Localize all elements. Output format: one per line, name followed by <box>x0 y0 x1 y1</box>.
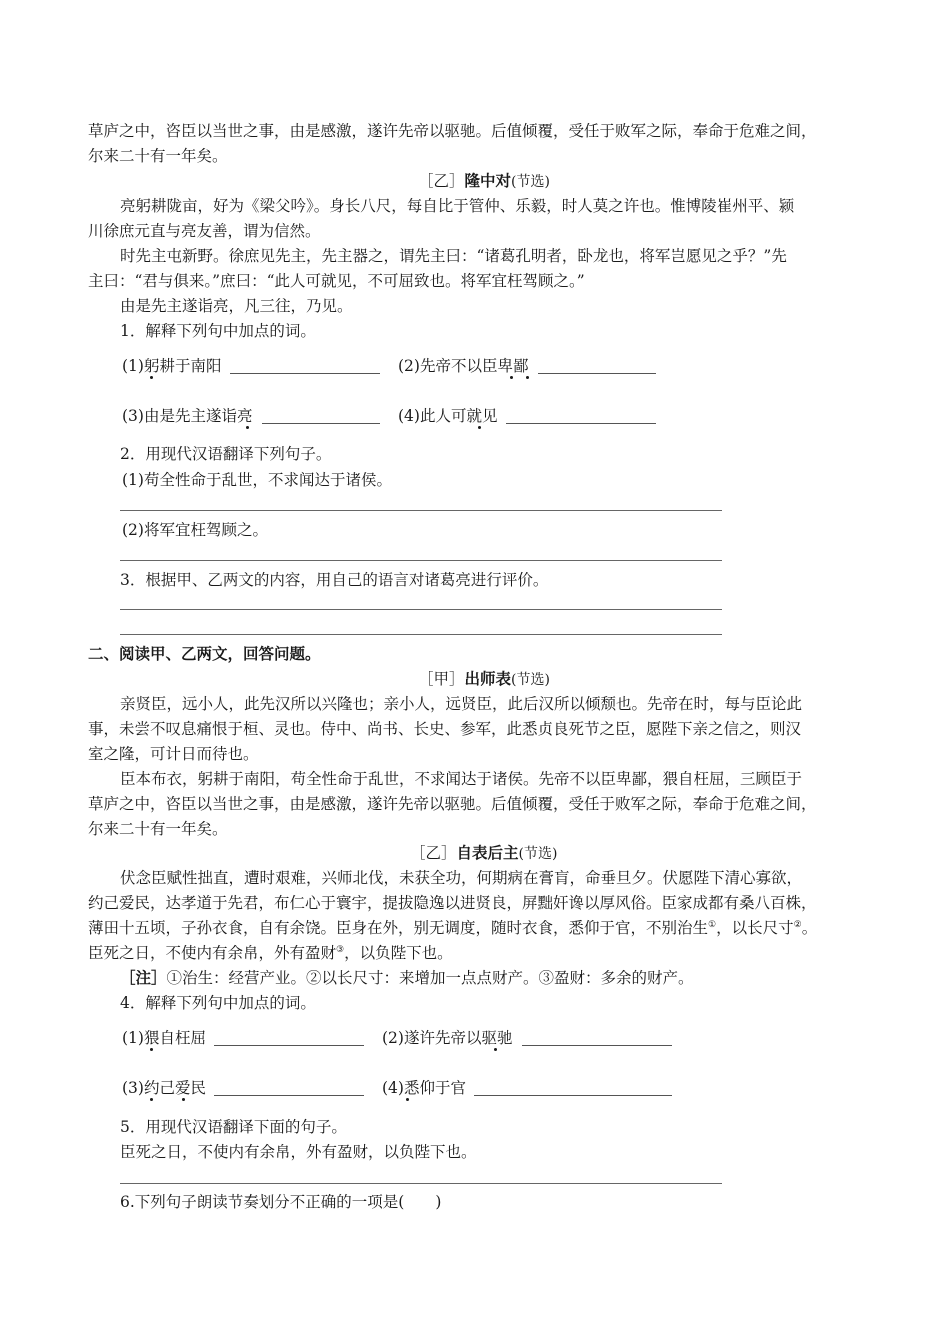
footnote-marker: ③ <box>336 944 345 955</box>
question-6-stem: 6.下列句子朗读节奏划分不正确的一项是( ) <box>120 1193 442 1211</box>
emphasis-dot <box>150 376 153 379</box>
emphasis-dot <box>246 426 249 429</box>
question-2-stem: 2．用现代汉语翻译下列句子。 <box>120 445 332 463</box>
title-name: 出师表 <box>464 670 512 688</box>
title-note: (节选) <box>511 174 550 190</box>
emphasis-dot <box>526 376 529 379</box>
passage-text: 臣死之日，不使内有余帛，外有盈财 <box>88 944 337 962</box>
passage-line: 由是先主遂诣亮，凡三往，乃见。 <box>120 297 353 315</box>
answer-line[interactable] <box>120 1183 722 1184</box>
footnote-label: ［注］ <box>120 968 167 987</box>
passage-text: ，以长尺寸 <box>716 919 794 937</box>
emphasis-dot <box>494 1048 497 1051</box>
answer-blank[interactable] <box>214 1095 364 1096</box>
title-name: 自表后主 <box>456 844 519 862</box>
emphasis-dot <box>182 1098 185 1101</box>
passage-text: 薄田十五顷，子孙衣食，自有余饶。臣身在外，别无调度，随时衣食，悉仰于官，不别治生 <box>88 919 709 937</box>
answer-blank[interactable] <box>538 373 656 374</box>
answer-blank[interactable] <box>522 1045 672 1046</box>
question-4-item: (3)约己爱民 <box>122 1079 206 1097</box>
passage-line: 亮躬耕陇亩，好为《梁父吟》。身长八尺，每自比于管仲、乐毅，时人莫之许也。惟博陵崔州平、颍 <box>120 197 795 215</box>
passage-line: 约己爱民，达孝道于先君，布仁心于寰宇，提拔隐逸以进贤良，屏黜奸谗以厚风俗。臣家成都有桑八百株， <box>88 894 817 912</box>
title-marker: ［甲］ <box>418 670 465 688</box>
question-4-stem: 4．解释下列句中加点的词。 <box>120 994 316 1012</box>
answer-blank[interactable] <box>506 423 656 424</box>
question-1-stem: 1．解释下列句中加点的词。 <box>120 322 316 340</box>
question-1-item: (1)躬耕于南阳 <box>122 357 222 375</box>
passage-line <box>88 918 817 938</box>
passage-line: 草庐之中，咨臣以当世之事，由是感激，遂许先帝以驱驰。后值倾覆，受任于败军之际，奉命于危难之间， <box>88 795 817 813</box>
emphasis-dot <box>510 376 513 379</box>
passage-line: 时先主屯新野。徐庶见先主，先主器之，谓先主曰：“诸葛孔明者，卧龙也，将军岂愿见之乎？”先 <box>120 247 787 265</box>
passage-title-longzhongdui <box>418 171 550 192</box>
section-2-heading: 二、阅读甲、乙两文，回答问题。 <box>88 645 321 663</box>
question-3-stem: 3．根据甲、乙两文的内容，用自己的语言对诸葛亮进行评价。 <box>120 571 549 589</box>
answer-blank[interactable] <box>262 423 380 424</box>
question-1-item: (2)先帝不以臣卑鄙 <box>398 357 529 375</box>
answer-blank[interactable] <box>230 373 380 374</box>
title-note: (节选) <box>518 846 558 862</box>
passage-line: 室之隆，可计日而待也。 <box>88 745 259 763</box>
answer-line[interactable] <box>120 560 722 561</box>
title-note: (节选) <box>511 672 550 688</box>
question-5-stem: 5．用现代汉语翻译下面的句子。 <box>120 1118 347 1136</box>
passage-line: 川徐庶元直与亮友善，谓为信然。 <box>88 222 321 240</box>
footnote <box>120 968 694 988</box>
passage-line: 事，未尝不叹息痛恨于桓、灵也。侍中、尚书、长史、参军，此悉贞良死节之臣，愿陛下亲之信之，则汉 <box>88 720 802 738</box>
emphasis-dot <box>478 426 481 429</box>
question-1-item: (3)由是先主遂诣亮 <box>122 407 253 425</box>
emphasis-dot <box>150 1048 153 1051</box>
question-4-item: (1)猥自枉屈 <box>122 1029 206 1047</box>
title-marker: ［乙］ <box>410 844 457 862</box>
passage-line: 尔来二十有一年矣。 <box>88 820 228 838</box>
passage-line: 尔来二十有一年矣。 <box>88 147 228 165</box>
footnote-text: ①治生：经营产业。②以长尺寸：来增加一点点财产。③盈财：多余的财产。 <box>166 969 694 987</box>
passage-title-zibiaohouzhu <box>410 843 557 864</box>
answer-blank[interactable] <box>214 1045 364 1046</box>
passage-line: 草庐之中，咨臣以当世之事，由是感激，遂许先帝以驱驰。后值倾覆，受任于败军之际，奉命于危难之间， <box>88 122 817 140</box>
title-name: 隆中对 <box>464 172 512 190</box>
question-4-item: (2)遂许先帝以驱驰 <box>382 1029 513 1047</box>
emphasis-dot <box>406 1098 409 1101</box>
title-marker: ［乙］ <box>418 172 465 190</box>
passage-text: ，以负陛下也。 <box>344 944 453 962</box>
question-1-item: (4)此人可就见 <box>398 407 498 425</box>
passage-line: 臣本布衣，躬耕于南阳，苟全性命于乱世，不求闻达于诸侯。先帝不以臣卑鄙，猥自枉屈，三顾臣于 <box>120 770 803 788</box>
question-2-item: (2)将军宜枉驾顾之。 <box>122 521 268 539</box>
question-2-item: (1)苟全性命于乱世，不求闻达于诸侯。 <box>122 471 392 489</box>
footnote-marker: ② <box>793 919 802 930</box>
question-4-item: (4)悉仰于官 <box>382 1079 466 1097</box>
answer-line[interactable] <box>120 609 722 610</box>
passage-line: 伏念臣赋性拙直，遭时艰难，兴师北伐，未获全功，何期病在膏肓，命垂旦夕。伏愿陛下清心寡欲， <box>120 869 803 887</box>
passage-line: 主曰：“君与俱来。”庶曰：“此人可就见，不可屈致也。将军宜枉驾顾之。” <box>88 272 585 290</box>
question-5-sentence: 臣死之日，不使内有余帛，外有盈财，以负陛下也。 <box>120 1143 477 1161</box>
answer-blank[interactable] <box>474 1095 672 1096</box>
footnote-marker: ① <box>708 919 717 930</box>
emphasis-dot <box>150 1098 153 1101</box>
passage-line <box>88 943 453 963</box>
passage-text: 。 <box>801 919 818 937</box>
answer-line[interactable] <box>120 634 722 635</box>
answer-line[interactable] <box>120 510 722 511</box>
passage-line: 亲贤臣，远小人，此先汉所以兴隆也；亲小人，远贤臣，此后汉所以倾颓也。先帝在时，每与臣论此 <box>120 695 803 713</box>
passage-title-chushibiao <box>418 669 550 690</box>
